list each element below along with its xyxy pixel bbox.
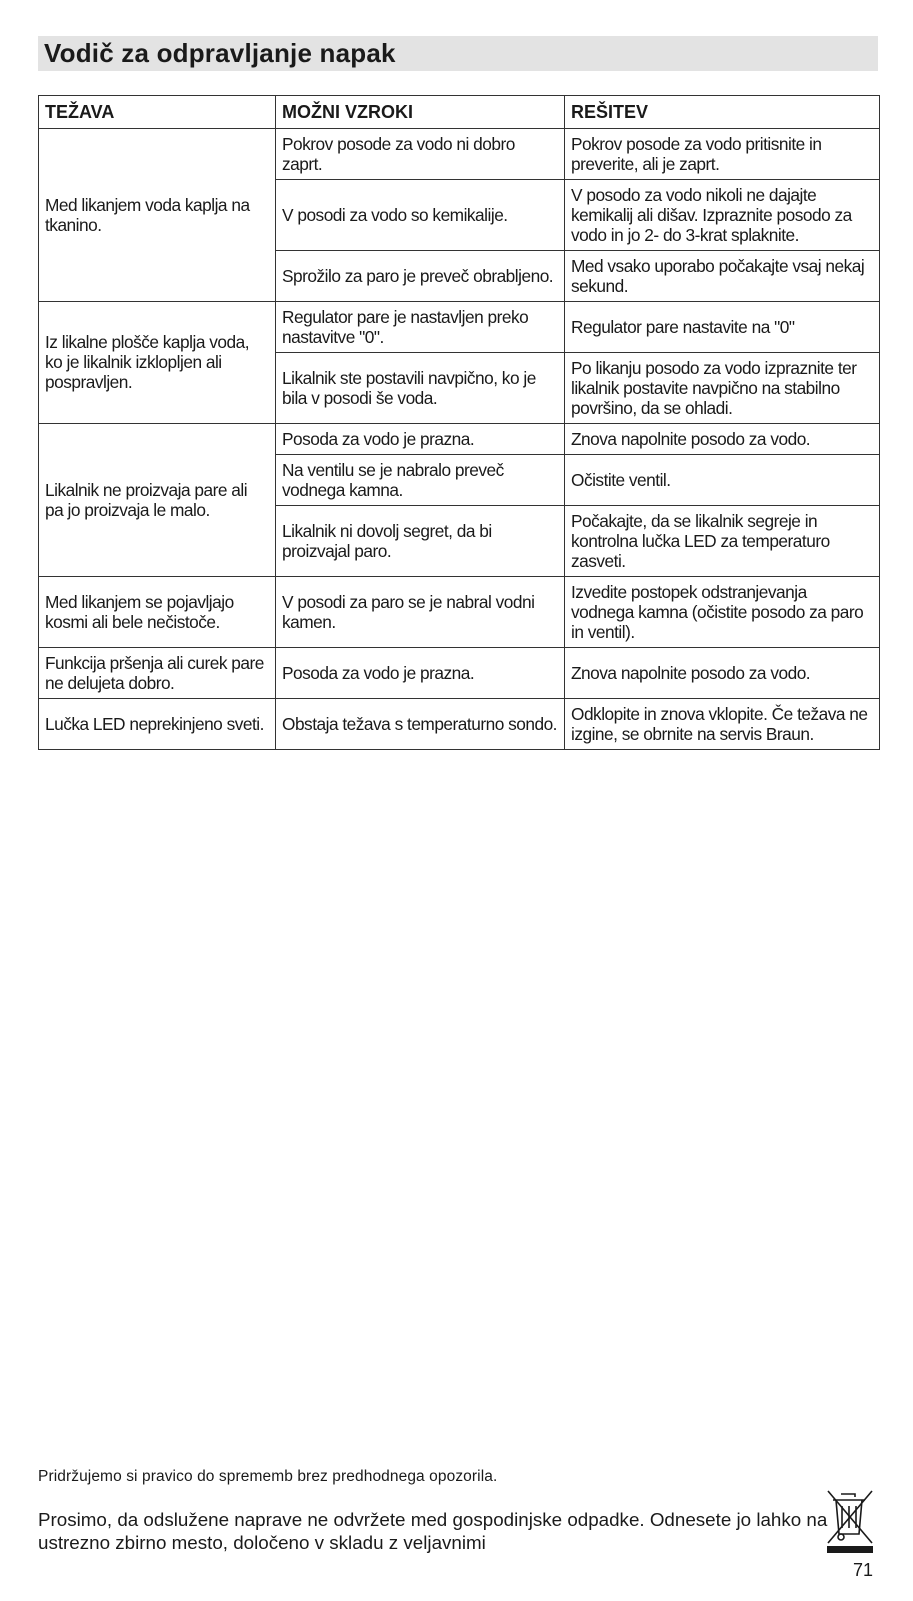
solution-cell: V posodo za vodo nikoli ne dajajte kemikalij ali dišav. Izpraznite posodo za vodo in jo 2- do 3-krat splaknite. (565, 180, 880, 251)
cause-cell: Na ventilu se je nabralo preveč vodnega kamna. (276, 455, 565, 506)
problem-cell: Med likanjem se pojavljajo kosmi ali bele nečistoče. (39, 577, 276, 648)
table-header-row (39, 96, 880, 129)
cause-cell: Sprožilo za paro je preveč obrabljeno. (276, 251, 565, 302)
page-number: 71 (853, 1560, 874, 1580)
cause-cell: Likalnik ste postavili navpično, ko je bila v posodi še voda. (276, 353, 565, 424)
cause-cell: Pokrov posode za vodo ni dobro zaprt. (276, 129, 565, 180)
disposal-notice: Prosimo, da odslužene naprave ne odvržete med gospodinjske odpadke. Odnesete jo lahko na ustrezno zbirno mesto, določeno v skladu z veljavnimi (38, 1509, 828, 1553)
header-solution: REŠITEV (565, 96, 880, 129)
solution-cell: Po likanju posodo za vodo izpraznite ter likalnik postavite navpično na stabilno površino, da se ohladi. (565, 353, 880, 424)
cause-cell: Posoda za vodo je prazna. (276, 424, 565, 455)
table-row (39, 424, 880, 455)
solution-cell: Regulator pare nastavite na "0" (565, 302, 880, 353)
table-row (39, 302, 880, 353)
cause-cell: Obstaja težava s temperaturno sondo. (276, 699, 565, 750)
header-causes: MOŽNI VZROKI (276, 96, 565, 129)
table-row (39, 129, 880, 180)
cause-cell: V posodi za paro se je nabral vodni kamen. (276, 577, 565, 648)
solution-cell: Pokrov posode za vodo pritisnite in preverite, ali je zaprt. (565, 129, 880, 180)
table-row (39, 648, 880, 699)
change-notice: Pridržujemo si pravico do sprememb brez predhodnega opozorila. (38, 1468, 498, 1485)
table-row (39, 699, 880, 750)
cause-cell: Posoda za vodo je prazna. (276, 648, 565, 699)
problem-cell: Iz likalne plošče kaplja voda, ko je likalnik izklopljen ali pospravljen. (39, 302, 276, 424)
crossed-out-wheelie-bin-icon (825, 1488, 875, 1554)
problem-cell: Med likanjem voda kaplja na tkanino. (39, 129, 276, 302)
solution-cell: Odklopite in znova vklopite. Če težava ne izgine, se obrnite na servis Braun. (565, 699, 880, 750)
troubleshooting-table (38, 95, 880, 750)
solution-cell: Izvedite postopek odstranjevanja vodnega kamna (očistite posodo za paro in ventil). (565, 577, 880, 648)
cause-cell: V posodi za vodo so kemikalije. (276, 180, 565, 251)
page-title: Vodič za odpravljanje napak (44, 38, 396, 68)
solution-cell: Znova napolnite posodo za vodo. (565, 648, 880, 699)
problem-cell: Likalnik ne proizvaja pare ali pa jo proizvaja le malo. (39, 424, 276, 577)
table-row (39, 577, 880, 648)
header-problem: TEŽAVA (39, 96, 276, 129)
solution-cell: Očistite ventil. (565, 455, 880, 506)
problem-cell: Lučka LED neprekinjeno sveti. (39, 699, 276, 750)
cause-cell: Regulator pare je nastavljen preko nastavitve "0". (276, 302, 565, 353)
problem-cell: Funkcija pršenja ali curek pare ne delujeta dobro. (39, 648, 276, 699)
solution-cell: Med vsako uporabo počakajte vsaj nekaj sekund. (565, 251, 880, 302)
title-bar (38, 36, 878, 71)
solution-cell: Počakajte, da se likalnik segreje in kontrolna lučka LED za temperaturo zasveti. (565, 506, 880, 577)
solution-cell: Znova napolnite posodo za vodo. (565, 424, 880, 455)
cause-cell: Likalnik ni dovolj segret, da bi proizvajal paro. (276, 506, 565, 577)
